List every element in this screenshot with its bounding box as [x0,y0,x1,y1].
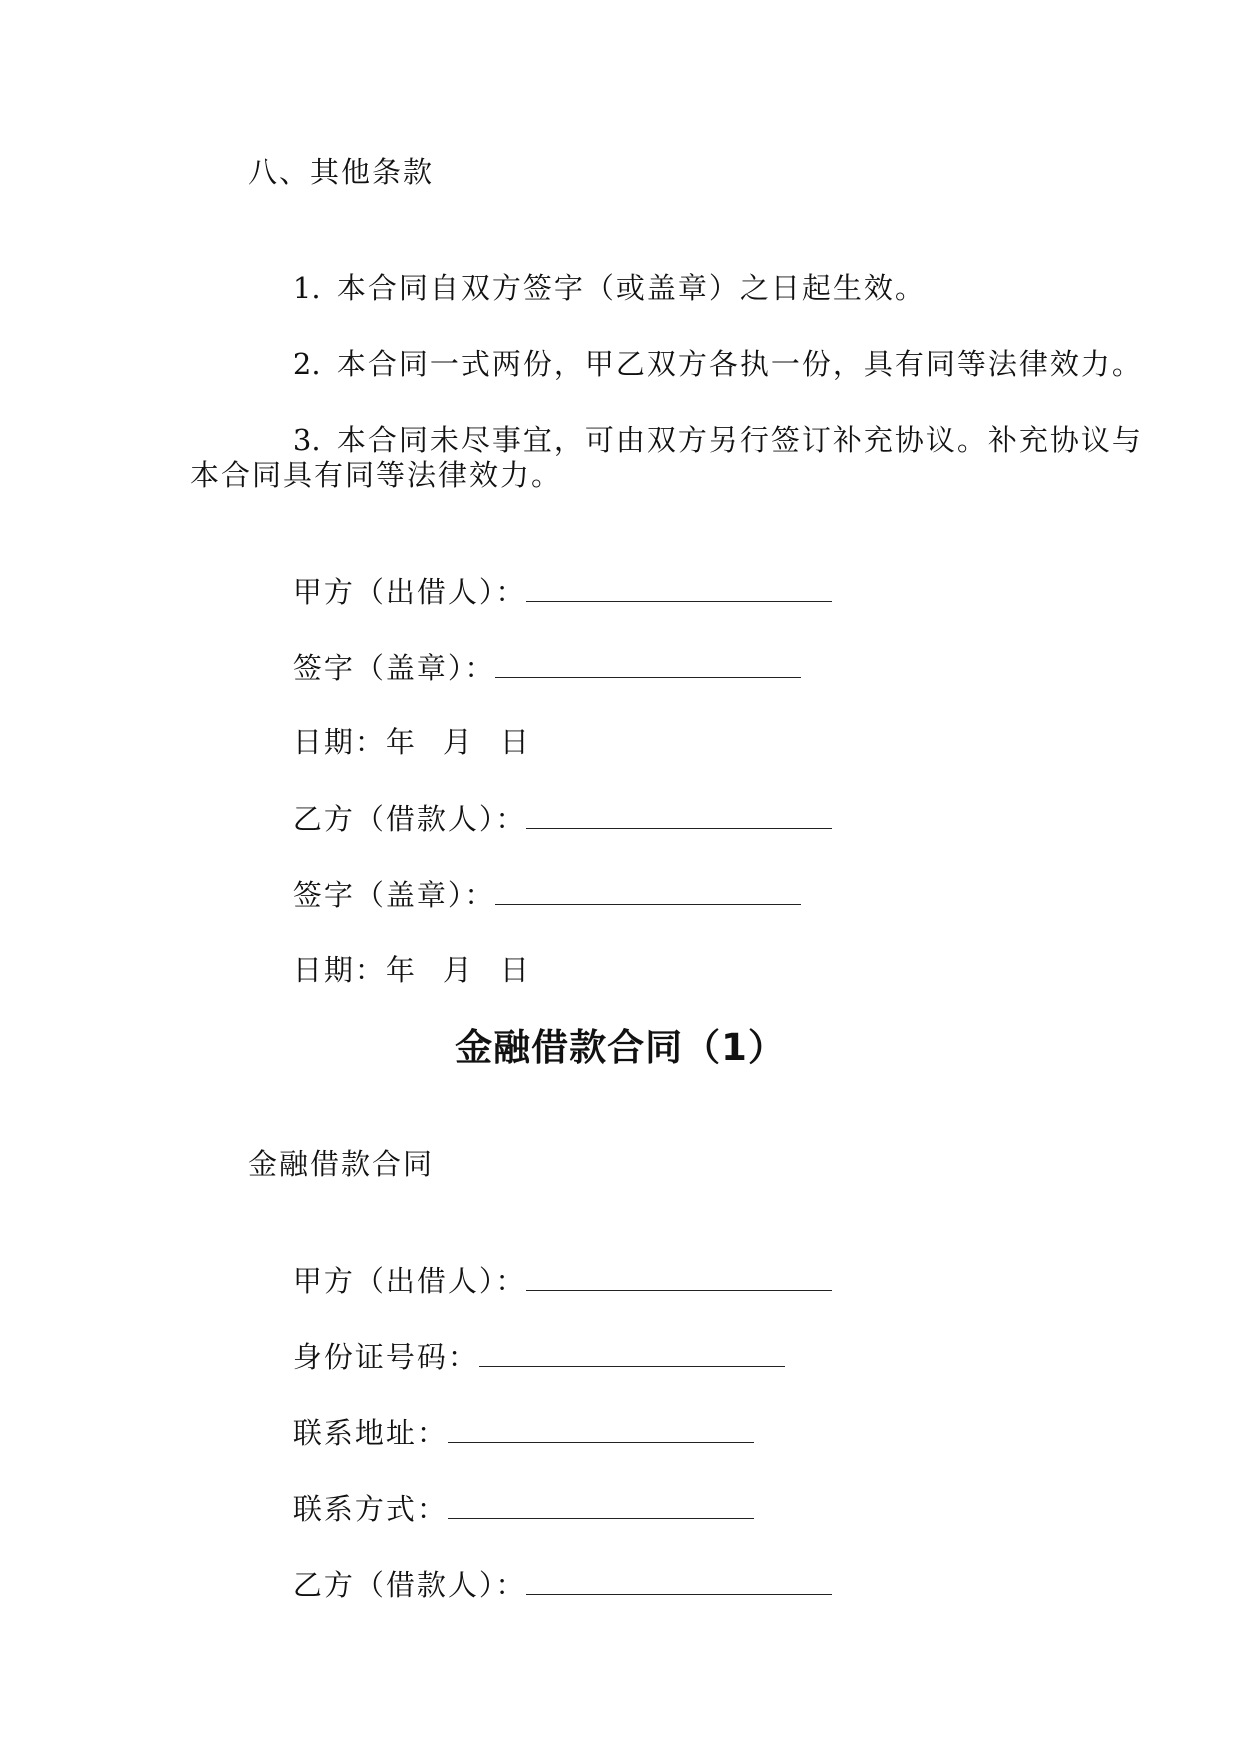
party-b-date-line [248,910,531,1030]
date-label: 日期： [292,953,386,987]
lender-blank[interactable] [526,1260,832,1291]
borrower-line [248,1524,832,1645]
contact-blank[interactable] [448,1488,754,1519]
month-label: 月 [442,953,474,987]
year-label: 年 [385,953,417,987]
party-a-label: 甲方（出借人）： [292,575,527,609]
clause-text: 本合同一式两份，甲乙双方各执一份，具有同等法律效力。 [336,347,1143,381]
day-label: 日 [499,953,531,987]
party-b-label: 乙方（借款人）： [292,1568,527,1602]
clause-text: 本合同未尽事宜，可由双方另行签订补充协议。补充协议与 [336,423,1143,457]
party-a-label: 甲方（出借人）： [292,1264,527,1298]
id-number-blank[interactable] [479,1336,785,1367]
date-label: 日期： [292,725,386,759]
day-label: 日 [499,725,531,759]
party-b-label: 乙方（借款人）： [292,802,527,836]
contract-name: 金融借款合同 [248,1147,435,1181]
clause-number: 1. [292,271,321,305]
address-label: 联系地址： [292,1416,448,1450]
party-b-sign-blank[interactable] [495,874,801,905]
clause-text: 本合同自双方签字（或盖章）之日起生效。 [336,271,926,305]
sign-label: 签字（盖章）： [292,878,496,912]
clause-3-continuation: 本合同具有同等法律效力。 [190,458,563,492]
id-number-label: 身份证号码： [292,1340,479,1374]
party-a-blank[interactable] [526,571,832,602]
contact-label: 联系方式： [292,1492,448,1526]
borrower-blank[interactable] [526,1564,832,1595]
year-label: 年 [385,725,417,759]
section-heading: 八、其他条款 [248,155,435,189]
sign-label: 签字（盖章）： [292,651,496,685]
clause-number: 2. [292,347,321,381]
party-a-sign-blank[interactable] [495,647,801,678]
clause-number: 3. [292,423,321,457]
month-label: 月 [442,725,474,759]
address-blank[interactable] [448,1412,754,1443]
document-title: 金融借款合同（1） [455,1026,786,1069]
party-b-blank[interactable] [526,798,832,829]
